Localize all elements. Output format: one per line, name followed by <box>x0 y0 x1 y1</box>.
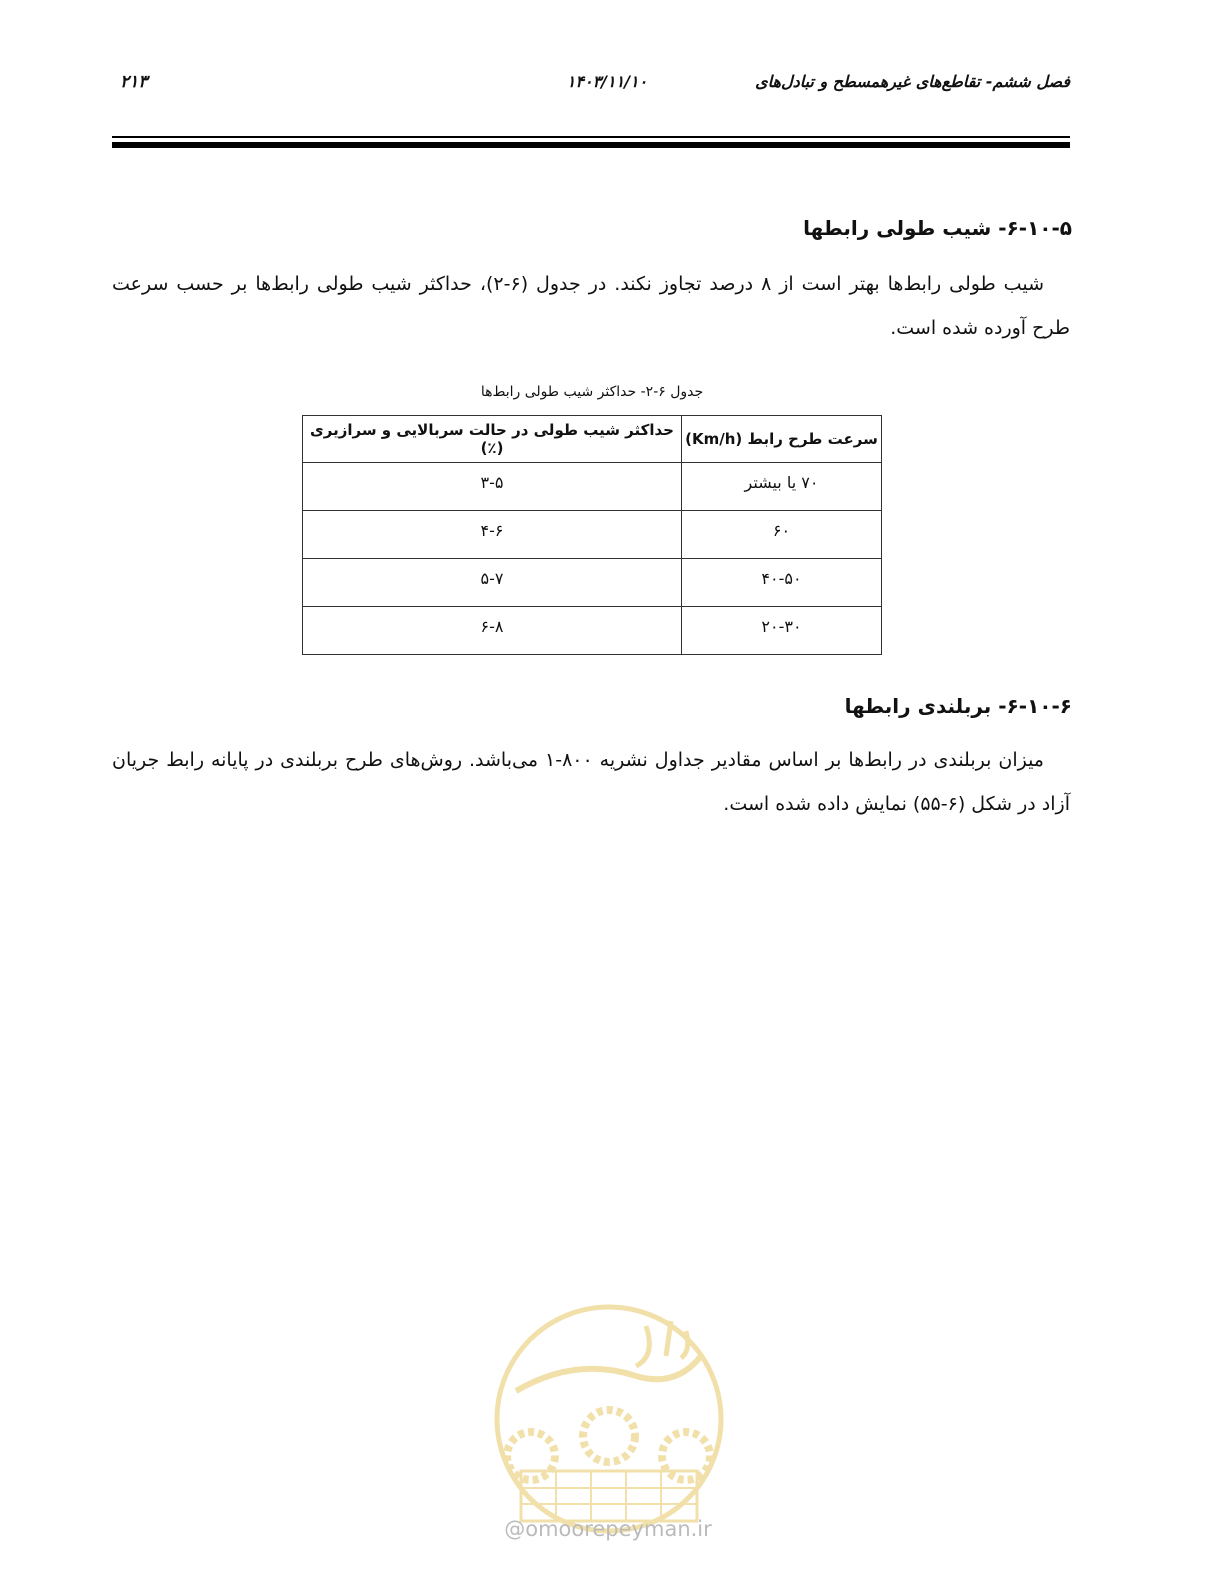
cell-grade: ۶-۸ <box>303 607 682 655</box>
cell-speed: ۷۰ یا بیشتر <box>682 463 882 511</box>
cell-grade: ۴-۶ <box>303 511 682 559</box>
chapter-title: فصل ششم- تقاطع‌های غیرهمسطح و تبادل‌های <box>755 72 1070 91</box>
table-row <box>303 559 882 607</box>
header-grade: حداکثر شیب طولی در حالت سربالایی و سرازیری (٪) <box>303 416 682 463</box>
table-row <box>303 463 882 511</box>
cell-grade: ۳-۵ <box>303 463 682 511</box>
cell-speed: ۴۰-۵۰ <box>682 559 882 607</box>
cell-speed: ۲۰-۳۰ <box>682 607 882 655</box>
watermark-text: @omoorepeyman.ir <box>504 1517 712 1541</box>
running-header <box>112 72 1070 102</box>
max-grade-table <box>302 415 882 655</box>
table-row <box>303 607 882 655</box>
section-heading-superelevation: ۶-۱۰-۶- بربلندی رابطها <box>844 694 1072 718</box>
cell-grade: ۵-۷ <box>303 559 682 607</box>
page-number: ۲۱۳ <box>120 72 148 92</box>
cell-speed: ۶۰ <box>682 511 882 559</box>
paragraph-text: میزان بربلندی در رابط‌ها بر اساس مقادیر جداول نشریه ۸۰۰-۱ می‌باشد. روش‌های طرح بربلندی در پایانه رابط جریان آزاد در شکل (۶-۵۵) نمایش داده شده است. <box>112 749 1070 815</box>
header-date: ۱۴۰۳/۱۱/۱۰ <box>566 72 648 91</box>
table-header-row <box>303 416 882 463</box>
section-heading-grade: ۶-۱۰-۵- شیب طولی رابطها <box>803 216 1072 240</box>
paragraph-text: شیب طولی رابط‌ها بهتر است از ۸ درصد تجاوز نکند. در جدول (۶-۲)، حداکثر شیب طولی رابط‌ها بر حسب سرعت طرح آورده شده است. <box>112 273 1070 339</box>
header-rule-thick <box>112 142 1070 148</box>
table-caption: جدول ۶-۲- حداکثر شیب طولی رابط‌ها <box>480 384 704 400</box>
header-speed: سرعت طرح رابط (Km/h) <box>682 416 882 463</box>
table-row <box>303 511 882 559</box>
section-paragraph-superelevation <box>112 738 1070 826</box>
section-paragraph-grade <box>112 262 1070 350</box>
header-rule-thin <box>112 136 1070 138</box>
